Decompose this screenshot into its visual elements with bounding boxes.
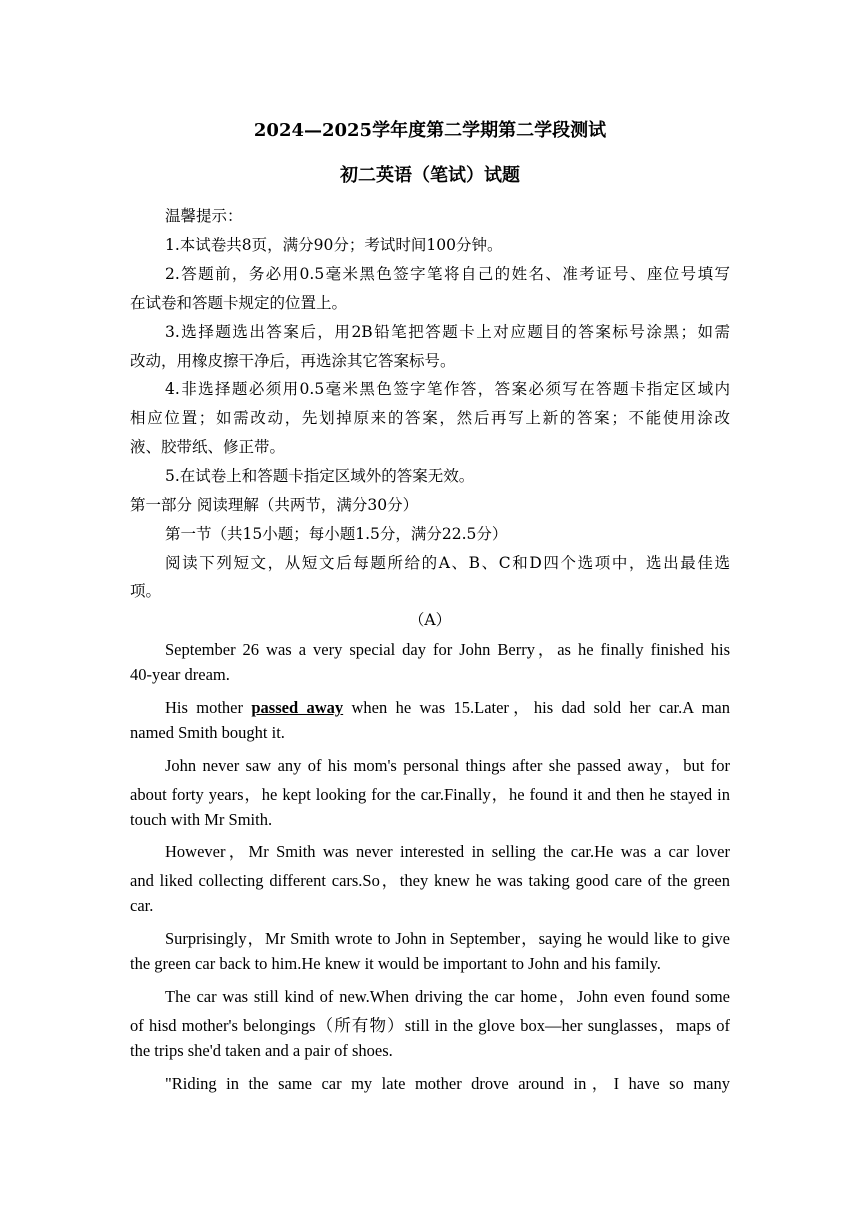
paragraph-3-line-2: about forty years，he kept looking for the car.Finally，he found it and then he stayed in: [130, 785, 730, 804]
paragraph-2-text-before: His mother: [165, 698, 252, 717]
tip-4-line-1: 4.非选择题必须用0.5毫米黑色签字笔作答，答案必须写在答题卡指定区域内: [165, 380, 730, 398]
tip-3-line-2: 改动，用橡皮擦干净后，再选涂其它答案标号。: [130, 352, 456, 370]
exam-title: 2024—2025学年度第二学期第二学段测试: [253, 120, 607, 141]
tips-heading: 温馨提示：: [165, 207, 243, 225]
paragraph-6-line-3: the trips she'd taken and a pair of shoes.: [130, 1041, 393, 1060]
paragraph-4-line-1: However，Mr Smith was never interested in selling the car.He was a car lover: [165, 842, 730, 861]
instructions-line-1: 阅读下列短文，从短文后每题所给的A、B、C和D四个选项中，选出最佳选: [165, 554, 730, 572]
paragraph-1-line-2: 40-year dream.: [130, 665, 230, 684]
paragraph-2-line-2: named Smith bought it.: [130, 723, 285, 742]
paragraph-5-line-2: the green car back to him.He knew it would be important to John and his family.: [130, 954, 661, 973]
paragraph-6-line-2: of hisd mother's belongings（所有物）still in the glove box—her sunglasses，maps of: [130, 1016, 730, 1035]
part-1-heading: 第一部分 阅读理解（共两节，满分30分）: [130, 496, 419, 514]
paragraph-4-line-2: and liked collecting different cars.So，they knew he was taking good care of the green: [130, 871, 730, 890]
tip-4-line-3: 液、胶带纸、修正带。: [130, 438, 286, 456]
tip-2-line-1: 2.答题前，务必用0.5毫米黑色签字笔将自己的姓名、准考证号、座位号填写: [165, 265, 730, 283]
tip-4-line-2: 相应位置；如需改动，先划掉原来的答案，然后再写上新的答案；不能使用涂改: [130, 409, 730, 427]
instructions-line-2: 项。: [130, 582, 162, 600]
section-1-heading: 第一节（共15小题；每小题1.5分，满分22.5分）: [165, 525, 508, 543]
paragraph-3-line-1: John never saw any of his mom's personal things after she passed away，but for: [165, 756, 730, 775]
exam-subtitle: 初二英语（笔试）试题: [340, 165, 520, 186]
tip-3-line-1: 3.选择题选出答案后，用2B铅笔把答题卡上对应题目的答案标号涂黑；如需: [165, 323, 730, 341]
tip-5: 5.在试卷上和答题卡指定区域外的答案无效。: [165, 467, 475, 485]
underlined-phrase: passed away: [251, 698, 344, 717]
passage-label: （A）: [408, 611, 452, 629]
tip-2-line-2: 在试卷和答题卡规定的位置上。: [130, 294, 348, 312]
paragraph-4-line-3: car.: [130, 896, 154, 915]
paragraph-1-line-1: September 26 was a very special day for John Berry，as he finally finished his: [165, 640, 730, 659]
tip-1: 1.本试卷共8页，满分90分；考试时间100分钟。: [165, 236, 503, 254]
paragraph-7-line-1: "Riding in the same car my late mother drove around in，I have so many: [165, 1074, 730, 1093]
paragraph-3-line-3: touch with Mr Smith.: [130, 810, 273, 829]
paragraph-5-line-1: Surprisingly，Mr Smith wrote to John in September，saying he would like to give: [165, 929, 730, 948]
paragraph-2-line-1: [165, 694, 730, 718]
paragraph-6-line-1: The car was still kind of new.When driving the car home，John even found some: [165, 987, 730, 1006]
paragraph-2-text-after: when he was 15.Later，his dad sold her car.A man: [343, 698, 730, 717]
